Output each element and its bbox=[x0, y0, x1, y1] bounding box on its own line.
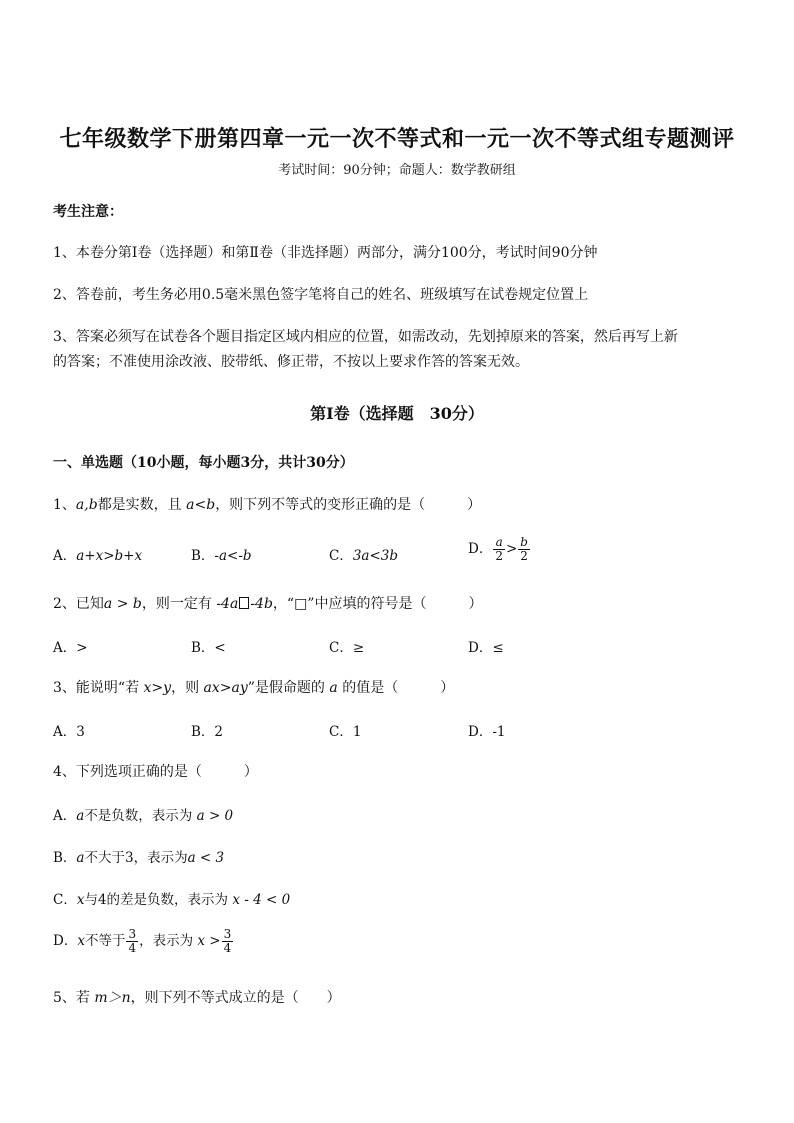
q1-option-a-text: a+x>b+x bbox=[76, 548, 143, 564]
q1-option-b-text: -a<-b bbox=[214, 548, 252, 564]
q1-condition: a<b bbox=[186, 497, 216, 513]
q2-prefix: 2、已知 bbox=[53, 596, 104, 612]
q4-option-c-var: x bbox=[76, 892, 85, 908]
q1-option-a[interactable] bbox=[53, 544, 142, 564]
q1-option-a-label: A． bbox=[53, 548, 77, 564]
q4-option-c-label: C． bbox=[53, 892, 77, 908]
fraction-denominator: 2 bbox=[520, 549, 528, 563]
q3-option-d[interactable]: D．-1 bbox=[468, 724, 506, 740]
q4-option-d-fraction-2 bbox=[222, 928, 234, 955]
q4-option-d[interactable] bbox=[53, 928, 234, 955]
notice-item-1: 1、本卷分第Ⅰ卷（选择题）和第Ⅱ卷（非选择题）两部分，满分100分，考试时间90分钟 bbox=[53, 245, 598, 261]
fraction-denominator: 2 bbox=[495, 549, 503, 563]
q2-expr-left: -4a bbox=[216, 596, 239, 612]
q2-option-b[interactable]: B．< bbox=[191, 640, 226, 656]
question-3-stem bbox=[53, 677, 454, 697]
q4-option-d-fraction bbox=[126, 928, 138, 955]
q5-prefix: 5、若 bbox=[53, 990, 90, 1006]
q3-prefix: 3、能说明“若 bbox=[53, 680, 140, 696]
fraction-denominator: 4 bbox=[128, 941, 137, 955]
q2-expr-right: -4b bbox=[250, 596, 273, 612]
q1-option-c-text: 3a<3b bbox=[352, 548, 399, 564]
q4-option-a[interactable] bbox=[53, 804, 233, 824]
q4-option-d-label: D． bbox=[53, 933, 78, 949]
question-4-stem: 4、下列选项正确的是（ ） bbox=[53, 764, 258, 780]
q2-mid: ，则一定有 bbox=[141, 596, 212, 612]
exam-subtitle: 考试时间：90分钟；命题人：数学教研组 bbox=[278, 163, 516, 178]
q2-option-d[interactable]: D．≤ bbox=[468, 640, 504, 656]
q4-option-b-var: a bbox=[76, 850, 85, 866]
fraction-numerator: 3 bbox=[128, 927, 137, 941]
notice-item-3-line-2: 的答案；不准使用涂改液、胶带纸、修正带，不按以上要求作答的答案无效。 bbox=[53, 354, 529, 370]
q3-condition: x>y bbox=[143, 680, 172, 696]
q1-option-b[interactable] bbox=[191, 544, 252, 564]
q3-conclusion: ax>ay bbox=[203, 680, 248, 696]
q5-tail: ，则下列不等式成立的是（ ） bbox=[130, 990, 341, 1006]
question-1-stem bbox=[53, 494, 481, 514]
notice-item-3-line-1: 3、答案必须写在试卷各个题目指定区域内相应的位置，如需改动，先划掉原来的答案，然后再写上新 bbox=[53, 329, 678, 345]
q4-option-c-expr: x - 4 < 0 bbox=[232, 892, 291, 908]
q3-variable: a bbox=[329, 680, 338, 696]
fraction-denominator: 4 bbox=[223, 941, 232, 955]
q3-mid-2: ”是假命题的 bbox=[247, 680, 325, 696]
q1-option-d-fraction-right bbox=[518, 536, 530, 563]
q2-option-a[interactable]: A．> bbox=[53, 640, 88, 656]
fraction-numerator: b bbox=[520, 535, 528, 549]
notice-heading: 考生注意： bbox=[53, 204, 123, 220]
q4-option-b[interactable] bbox=[53, 846, 224, 866]
q2-tail: ，“□”中应填的符号是（ ） bbox=[272, 596, 483, 612]
q1-vars: a,b bbox=[75, 497, 98, 513]
q4-option-d-var: x bbox=[77, 933, 85, 949]
q3-option-c[interactable]: C．1 bbox=[329, 724, 362, 740]
q1-option-d[interactable] bbox=[468, 536, 531, 563]
q4-option-a-text: 不是负数，表示为 bbox=[84, 808, 193, 824]
q3-option-a[interactable]: A．3 bbox=[53, 724, 85, 740]
q3-tail: 的值是（ ） bbox=[342, 680, 455, 696]
q2-condition: a > b bbox=[103, 596, 142, 612]
q4-option-d-expr: x > bbox=[197, 933, 221, 949]
section-heading: 一、单选题（10小题，每小题3分，共计30分） bbox=[53, 455, 354, 471]
q3-option-b[interactable]: B．2 bbox=[191, 724, 224, 740]
q3-mid-1: ，则 bbox=[171, 680, 200, 696]
fraction-numerator: 3 bbox=[223, 927, 232, 941]
q5-condition: m＞n bbox=[94, 990, 131, 1006]
q4-option-d-text-2: ，表示为 bbox=[139, 933, 194, 949]
q1-option-d-fraction-left bbox=[493, 536, 505, 563]
q4-option-c[interactable] bbox=[53, 888, 290, 908]
q2-option-c[interactable]: C．≥ bbox=[329, 640, 365, 656]
q1-option-c[interactable] bbox=[329, 544, 398, 564]
q4-option-b-expr: a < 3 bbox=[187, 850, 225, 866]
q4-option-b-text: 不大于3，表示为 bbox=[84, 850, 188, 866]
q4-option-b-label: B． bbox=[53, 850, 77, 866]
q4-option-a-var: a bbox=[76, 808, 85, 824]
q1-mid: 都是实数，且 bbox=[97, 497, 182, 513]
fraction-numerator: a bbox=[493, 536, 505, 550]
q1-option-d-operator: > bbox=[505, 541, 518, 557]
q4-option-c-text: 与4的差是负数，表示为 bbox=[84, 892, 229, 908]
q4-option-d-text: 不等于 bbox=[84, 933, 126, 949]
question-2-stem bbox=[53, 593, 482, 613]
blank-box-icon bbox=[239, 597, 249, 609]
notice-item-2: 2、答卷前，考生务必用0.5毫米黑色签字笔将自己的姓名、班级填写在试卷规定位置上 bbox=[53, 287, 589, 303]
q1-option-b-label: B． bbox=[191, 548, 215, 564]
q1-prefix: 1、 bbox=[53, 497, 76, 513]
exam-title: 七年级数学下册第四章一元一次不等式和一元一次不等式组专题测评 bbox=[59, 126, 735, 152]
q4-option-a-label: A． bbox=[53, 808, 77, 824]
q1-tail: ，则下列不等式的变形正确的是（ ） bbox=[215, 497, 482, 513]
q1-option-d-label: D． bbox=[468, 541, 493, 557]
part-1-heading: 第Ⅰ卷（选择题 30分） bbox=[310, 404, 484, 423]
q4-option-a-expr: a > 0 bbox=[196, 808, 234, 824]
q1-option-c-label: C． bbox=[329, 548, 353, 564]
question-5-stem bbox=[53, 987, 341, 1007]
